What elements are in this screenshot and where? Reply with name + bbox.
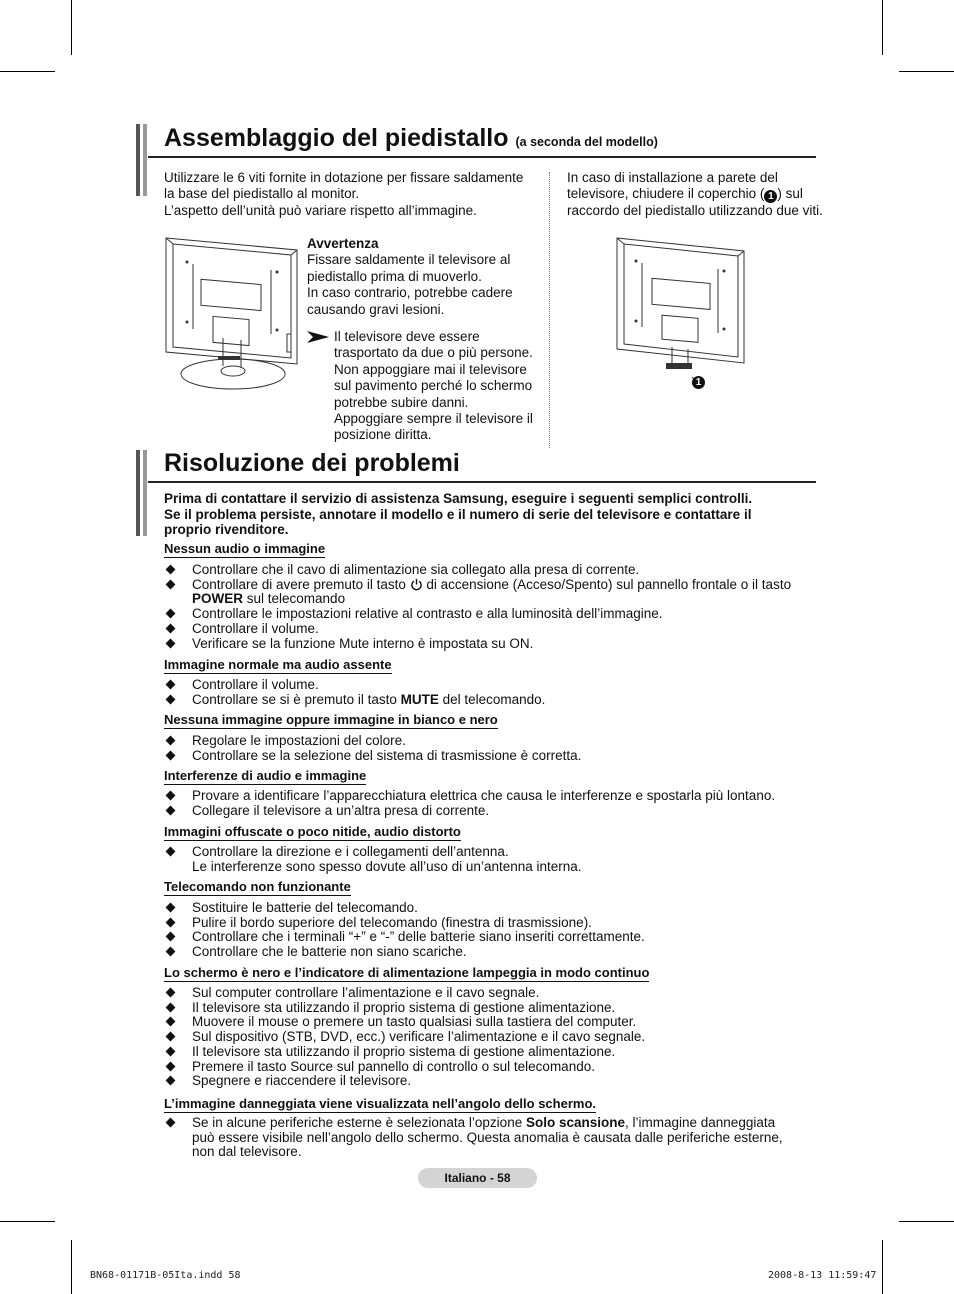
item-text: sul telecomando	[243, 591, 346, 607]
diamond-bullet-icon	[166, 932, 176, 942]
list-item	[164, 1116, 824, 1160]
crop-mark	[882, 1240, 883, 1294]
section-bar	[136, 124, 140, 196]
footer-file-slug: BN68-01171B-05Ita.indd 58	[90, 1270, 241, 1281]
tv-wall-mount-illustration	[614, 235, 750, 393]
item-text: Controllare se si è premuto il tasto	[192, 691, 401, 707]
crop-mark	[0, 1221, 55, 1222]
text-line: In caso di installazione a parete del	[567, 170, 778, 185]
troubleshoot-list	[164, 678, 824, 707]
section-bar	[143, 450, 147, 536]
item-text-bold: POWER	[192, 591, 244, 607]
section-bar	[136, 450, 140, 536]
text-line: sul pavimento perché lo schermo	[334, 378, 533, 394]
diamond-bullet-icon	[166, 988, 176, 998]
item-text: Controllare che le batterie non siano scariche.	[192, 944, 467, 960]
diamond-bullet-icon	[166, 1076, 176, 1086]
text-line: piedistallo prima di muoverlo.	[307, 268, 482, 284]
troubleshoot-heading: Nessuna immagine oppure immagine in bianco e nero	[164, 712, 498, 727]
text-line: posizione diritta.	[334, 427, 432, 443]
diamond-bullet-icon	[166, 736, 176, 746]
crop-mark	[899, 1221, 954, 1222]
crop-mark	[882, 0, 883, 55]
stand-intro	[164, 170, 544, 219]
item-text: Sul computer controllare l’alimentazione e il cavo segnale.	[192, 985, 540, 1000]
list-item	[164, 930, 824, 945]
troubleshoot-list	[164, 845, 824, 874]
troubleshoot-list	[164, 1116, 824, 1160]
item-text: Controllare il volume.	[192, 620, 319, 636]
list-item	[164, 789, 824, 804]
item-text: Controllare di avere premuto il tasto	[192, 576, 410, 592]
diamond-bullet-icon	[166, 565, 176, 575]
text-line: Prima di contattare il servizio di assistenza Samsung, eseguire i seguenti semplici controlli.	[164, 491, 753, 506]
diamond-bullet-icon	[166, 680, 176, 690]
text-line: Se il problema persiste, annotare il modello e il numero di serie del televisore e contattare il	[164, 506, 752, 522]
tv-with-stand-illustration	[163, 234, 301, 394]
diamond-bullet-icon	[166, 917, 176, 927]
diamond-bullet-icon	[166, 1046, 176, 1056]
text-fragment: ) sul	[777, 186, 803, 202]
item-text: non dal televisore.	[192, 1144, 302, 1160]
warning-title: Avvertenza	[307, 236, 379, 251]
item-text: Il televisore sta utilizzando il proprio sistema di gestione alimentazione.	[192, 1043, 616, 1059]
diamond-bullet-icon	[166, 903, 176, 913]
item-text: Le interferenze sono spesso dovute all’uso di un’antenna interna.	[192, 858, 582, 874]
list-item	[164, 1015, 824, 1030]
diamond-bullet-icon	[166, 1032, 176, 1042]
list-item	[164, 901, 824, 916]
troubleshoot-list	[164, 986, 824, 1089]
diamond-bullet-icon	[166, 791, 176, 801]
text-line: trasportato da due o più persone.	[334, 345, 533, 361]
text-line: raccordo del piedistallo utilizzando due viti.	[567, 203, 823, 219]
item-text: di accensione (Acceso/Spento) sul pannello frontale o il tasto	[422, 576, 792, 592]
item-text: Regolare le impostazioni del colore.	[192, 733, 406, 748]
item-text: Se in alcune periferiche esterne è selezionata l’opzione	[192, 1115, 526, 1130]
arrow-note-icon	[307, 331, 329, 343]
transport-note	[334, 329, 549, 444]
troubleshoot-heading: Telecomando non funzionante	[164, 879, 351, 894]
page-number-badge: Italiano - 58	[418, 1168, 537, 1188]
diamond-bullet-icon	[166, 579, 176, 589]
item-text: Pulire il bordo superiore del telecomando (finestra di trasmissione).	[192, 914, 592, 930]
text-line: Fissare saldamente il televisore al	[307, 252, 511, 268]
crop-mark	[0, 71, 55, 72]
section-rule	[148, 156, 816, 158]
item-text-bold: MUTE	[400, 691, 439, 707]
diamond-bullet-icon	[166, 609, 176, 619]
item-text: Controllare che il cavo di alimentazione sia collegato alla presa di corrente.	[192, 562, 640, 577]
item-text: Controllare che i terminali “+” e “-” delle batterie siano inseriti correttamente.	[192, 929, 645, 945]
troubleshoot-list	[164, 734, 824, 763]
text-line: In caso contrario, potrebbe cadere	[307, 285, 513, 301]
column-divider	[549, 172, 550, 448]
number-callout-icon: 1	[764, 190, 777, 203]
footer-timestamp: 2008-8-13 11:59:47	[768, 1270, 877, 1281]
diamond-bullet-icon	[166, 1002, 176, 1012]
item-text-bold: Solo scansione	[525, 1115, 625, 1130]
text-line: Non appoggiare mai il televisore	[334, 361, 527, 377]
item-text: Sostituire le batterie del telecomando.	[192, 900, 418, 915]
diamond-bullet-icon	[166, 1061, 176, 1071]
text-line: Utilizzare le 6 viti fornite in dotazione per fissare saldamente	[164, 170, 524, 185]
text-fragment: televisore, chiudere il coperchio (	[567, 186, 765, 202]
troubleshoot-heading: Lo schermo è nero e l’indicatore di alimentazione lampeggia in modo continuo	[164, 965, 650, 980]
item-text: Controllare il volume.	[192, 677, 319, 692]
list-item	[164, 622, 824, 637]
wall-mount-note	[567, 170, 827, 220]
diamond-bullet-icon	[166, 623, 176, 633]
text-line: Il televisore deve essere	[334, 329, 480, 344]
diamond-bullet-icon	[166, 1017, 176, 1027]
list-item	[164, 637, 824, 652]
text-line	[567, 186, 827, 203]
section-bar	[143, 124, 147, 196]
troubleshoot-list	[164, 789, 824, 818]
text-line: L’aspetto dell’unità può variare rispetto all’immagine.	[164, 202, 477, 218]
list-item	[164, 804, 824, 819]
troubleshoot-list	[164, 901, 824, 960]
section-title-text: Assemblaggio del piedistallo	[164, 124, 509, 152]
troubleshoot-heading: L’immagine danneggiata viene visualizzata nell’angolo dello schermo.	[164, 1096, 597, 1111]
item-text: Provare a identificare l’apparecchiatura elettrica che causa le interferenze e spostarla più lontano.	[192, 788, 776, 803]
diamond-bullet-icon	[166, 750, 176, 760]
list-item	[164, 749, 824, 764]
item-text: Collegare il televisore a un’altra presa di corrente.	[192, 802, 490, 818]
item-text: Il televisore sta utilizzando il proprio sistema di gestione alimentazione.	[192, 999, 616, 1015]
list-item	[164, 563, 824, 578]
list-item	[164, 607, 824, 622]
crop-mark	[899, 71, 954, 72]
crop-mark	[71, 0, 72, 55]
list-item	[164, 678, 824, 693]
list-item	[164, 1001, 824, 1016]
list-item	[164, 1045, 824, 1060]
text-line: Appoggiare sempre il televisore il	[334, 411, 533, 427]
list-item	[164, 1030, 824, 1045]
list-item	[164, 693, 824, 708]
troubleshoot-heading: Immagini offuscate o poco nitide, audio distorto	[164, 824, 461, 839]
list-item	[164, 916, 824, 931]
list-item	[164, 734, 824, 749]
diamond-bullet-icon	[166, 847, 176, 857]
list-item	[164, 1060, 824, 1075]
list-item	[164, 986, 824, 1001]
crop-mark	[71, 1240, 72, 1294]
warning-box	[307, 236, 547, 318]
text-line: potrebbe subire danni.	[334, 394, 469, 410]
diamond-bullet-icon	[166, 638, 176, 648]
item-text: Controllare se la selezione del sistema di trasmissione è corretta.	[192, 747, 582, 763]
item-text: Spegnere e riaccendere il televisore.	[192, 1073, 412, 1089]
item-text: Premere il tasto Source sul pannello di controllo o sul telecomando.	[192, 1058, 595, 1074]
troubleshoot-heading: Immagine normale ma audio assente	[164, 657, 392, 672]
list-item	[164, 578, 824, 607]
troubleshooting-intro	[164, 491, 824, 538]
text-line: proprio rivenditore.	[164, 522, 289, 537]
section-rule	[148, 481, 816, 483]
item-text: Controllare la direzione e i collegamenti dell’antenna.	[192, 844, 509, 859]
diamond-bullet-icon	[166, 1118, 176, 1128]
diamond-bullet-icon	[166, 805, 176, 815]
list-item	[164, 945, 824, 960]
section-title-troubleshooting: Risoluzione dei problemi	[164, 449, 460, 477]
number-callout-icon: 1	[692, 376, 705, 389]
item-text: Muovere il mouse o premere un tasto qualsiasi sulla tastiera del computer.	[192, 1014, 637, 1030]
list-item	[164, 1074, 824, 1089]
item-text: Sul dispositivo (STB, DVD, ecc.) verificare l’alimentazione e il cavo segnale.	[192, 1029, 646, 1045]
section-title-suffix: (a seconda del modello)	[515, 135, 658, 149]
item-text: Controllare le impostazioni relative al contrasto e alla luminosità dell’immagine.	[192, 606, 663, 622]
section-title-stand	[164, 124, 658, 153]
diamond-bullet-icon	[166, 947, 176, 957]
troubleshoot-list	[164, 563, 824, 651]
troubleshoot-heading: Nessun audio o immagine	[164, 541, 326, 556]
power-icon	[410, 578, 423, 591]
troubleshoot-heading: Interferenze di audio e immagine	[164, 768, 367, 783]
text-line: causando gravi lesioni.	[307, 301, 445, 317]
list-item	[164, 845, 824, 874]
item-text: può essere visibile nell’angolo dello schermo. Questa anomalia è causata dalle periferiche esterne,	[192, 1129, 783, 1145]
diamond-bullet-icon	[166, 694, 176, 704]
text-line: la base del piedistallo al monitor.	[164, 186, 360, 202]
item-text: Verificare se la funzione Mute interno è impostata su ON.	[192, 635, 534, 651]
item-text: del telecomando.	[438, 691, 546, 707]
item-text: , l’immagine danneggiata	[625, 1115, 776, 1130]
